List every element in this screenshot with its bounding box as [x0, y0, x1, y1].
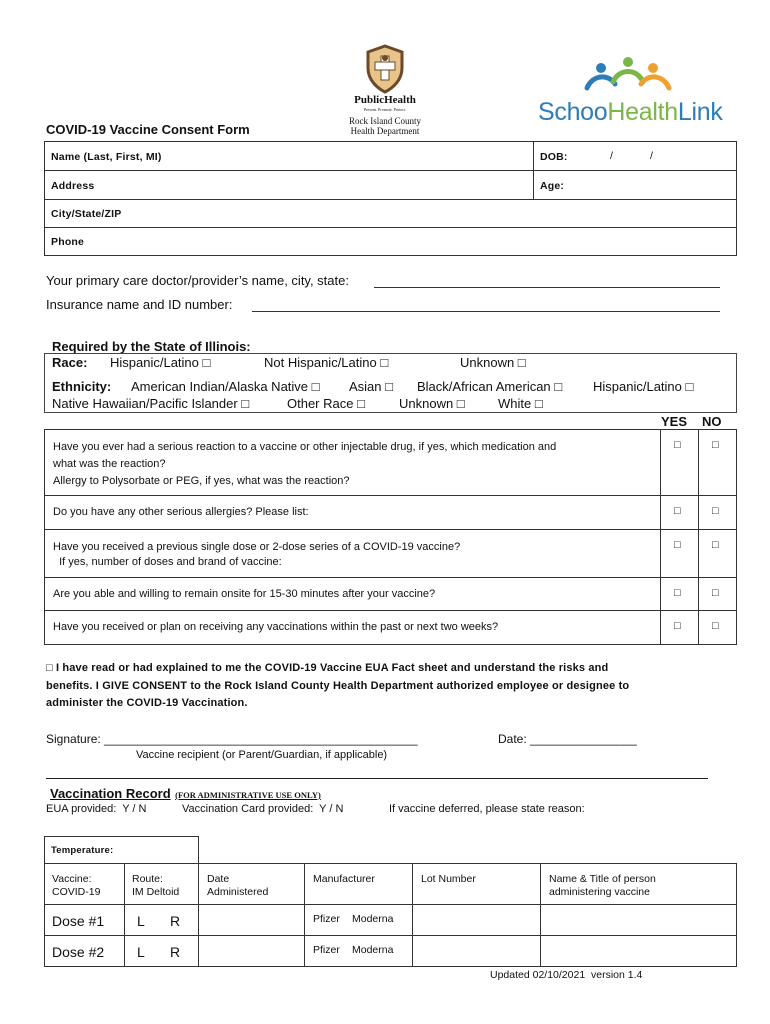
race-label: Race: — [52, 355, 88, 370]
col-name-header — [540, 863, 737, 905]
col-route-header — [124, 863, 199, 905]
question-text: Have you received or plan on receiving any vaccinations within the past or next two weeks? — [53, 621, 499, 633]
dose1-route-cell — [124, 904, 199, 936]
version-footer: Updated 02/10/2021 version 1.4 — [490, 969, 643, 981]
eth-other[interactable]: Other Race □ — [287, 396, 365, 411]
insurance-label: Insurance name and ID number: — [46, 297, 233, 312]
dose1-manufacturer-cell — [304, 904, 413, 936]
dob-sep1: / — [610, 150, 613, 162]
dose1-moderna-option[interactable]: Moderna — [352, 913, 394, 925]
question-row — [44, 429, 661, 496]
yes-header: YES — [661, 414, 688, 429]
question-text: Do you have any other serious allergies? Please list: — [53, 506, 309, 518]
dose2-moderna-option[interactable]: Moderna — [352, 944, 394, 956]
dose1-pfizer-option[interactable]: Pfizer — [313, 913, 340, 925]
dose2-label: Dose #2 — [52, 944, 105, 960]
col-date-line1: Date — [207, 873, 230, 885]
eth-asian[interactable]: Asian □ — [349, 379, 393, 394]
school-health-link-logo — [538, 54, 723, 134]
people-icon — [583, 54, 673, 99]
address-field[interactable] — [44, 170, 534, 200]
consent-line2: benefits. I GIVE CONSENT to the Rock Island County Health Department authorized employee or designee to — [46, 680, 630, 692]
deferred-reason[interactable]: If vaccine deferred, please state reason: — [389, 803, 585, 815]
temperature-field[interactable] — [44, 836, 199, 864]
checkbox-icon: □ — [674, 587, 681, 599]
col-name-line2: administering vaccine — [549, 886, 650, 898]
col-manufacturer-label: Manufacturer — [313, 873, 375, 885]
col-route-line2: IM Deltoid — [132, 886, 180, 898]
yes-checkbox[interactable] — [660, 610, 699, 645]
city-field[interactable] — [44, 199, 737, 228]
yes-checkbox[interactable] — [660, 529, 699, 578]
dose2-route-cell — [124, 935, 199, 967]
section-divider — [46, 778, 708, 779]
no-checkbox[interactable] — [698, 610, 737, 645]
dose1-label: Dose #1 — [52, 913, 105, 929]
checkbox-icon: □ — [712, 620, 719, 632]
record-admin-note: (FOR ADMINISTRATIVE USE ONLY) — [175, 790, 321, 800]
record-heading: Vaccination Record — [50, 786, 171, 801]
shl-logo-text — [538, 98, 723, 127]
dose2-name-cell[interactable] — [540, 935, 737, 967]
public-health-shield-icon — [365, 44, 405, 94]
dose1-left-option[interactable]: L — [137, 913, 145, 929]
no-checkbox[interactable] — [698, 529, 737, 578]
col-name-line1: Name & Title of person — [549, 873, 656, 885]
race-option-unknown[interactable]: Unknown □ — [460, 355, 526, 370]
col-vaccine-line2: COVID-19 — [52, 886, 101, 898]
dob-field[interactable] — [533, 141, 737, 171]
dose2-lot-cell[interactable] — [412, 935, 541, 967]
date-field[interactable]: Date: ________________ — [498, 732, 637, 746]
no-header: NO — [702, 414, 722, 429]
shl-logo-part2: Health — [607, 98, 678, 126]
state-heading: Required by the State of Illinois: — [52, 339, 251, 354]
question-text: Allergy to Polysorbate or PEG, if yes, what was the reaction? — [53, 475, 350, 487]
dose1-date-cell[interactable] — [198, 904, 305, 936]
checkbox-icon: □ — [712, 505, 719, 517]
question-text: Are you able and willing to remain onsite for 15-30 minutes after your vaccine? — [53, 588, 436, 600]
shl-logo-part3: Link — [677, 98, 723, 126]
checkbox-icon: □ — [712, 587, 719, 599]
checkbox-icon: □ — [712, 539, 719, 551]
question-row — [44, 495, 661, 530]
consent-line1[interactable]: □ I have read or had explained to me the COVID-19 Vaccine EUA Fact sheet and understand the risks and — [46, 662, 609, 674]
eth-white[interactable]: White □ — [498, 396, 543, 411]
age-field[interactable] — [533, 170, 737, 200]
col-date-line2: Administered — [207, 886, 269, 898]
eth-black[interactable]: Black/African American □ — [417, 379, 563, 394]
city-label: City/State/ZIP — [51, 208, 122, 220]
consent-line3: administer the COVID-19 Vaccination. — [46, 697, 248, 709]
yes-checkbox[interactable] — [660, 495, 699, 530]
ethnicity-label: Ethnicity: — [52, 379, 112, 394]
col-lot-header — [412, 863, 541, 905]
race-option-hispanic[interactable]: Hispanic/Latino □ — [110, 355, 211, 370]
dose2-manufacturer-cell — [304, 935, 413, 967]
question-row — [44, 577, 661, 611]
dose2-pfizer-option[interactable]: Pfizer — [313, 944, 340, 956]
address-label: Address — [51, 180, 95, 192]
ph-logo-tagline: Prevent. Promote. Protect. — [363, 107, 407, 112]
dose1-label-cell — [44, 904, 125, 936]
question-row — [44, 529, 661, 578]
phone-label: Phone — [51, 236, 85, 248]
eth-unknown[interactable]: Unknown □ — [399, 396, 465, 411]
col-manufacturer-header — [304, 863, 413, 905]
ph-logo-title: PublicHealth — [354, 94, 416, 106]
yes-checkbox[interactable] — [660, 429, 699, 496]
no-checkbox[interactable] — [698, 429, 737, 496]
dob-label: DOB: — [540, 151, 568, 163]
phone-field[interactable] — [44, 227, 737, 256]
dose2-right-option[interactable]: R — [170, 944, 181, 960]
shl-logo-part1: Schoo — [538, 98, 608, 126]
question-text: If yes, number of doses and brand of vaccine: — [53, 556, 282, 568]
checkbox-icon: □ — [712, 439, 719, 451]
ph-logo-line1: Rock Island County — [349, 116, 421, 126]
temperature-label: Temperature: — [51, 845, 114, 856]
public-health-logo — [335, 44, 435, 136]
col-route-line1: Route: — [132, 873, 163, 885]
question-text: Have you ever had a serious reaction to a vaccine or other injectable drug, if yes, which medication and — [53, 441, 557, 453]
eua-provided[interactable]: EUA provided: Y / N — [46, 803, 147, 815]
race-option-not-hispanic[interactable]: Not Hispanic/Latino □ — [264, 355, 389, 370]
col-vaccine-header — [44, 863, 125, 905]
name-field[interactable] — [44, 141, 534, 171]
dose2-left-option[interactable]: L — [137, 944, 145, 960]
doctor-input-line[interactable] — [374, 287, 720, 288]
form-title: COVID-19 Vaccine Consent Form — [46, 122, 250, 137]
dose1-right-option[interactable]: R — [170, 913, 181, 929]
signature-field[interactable]: Signature: _______________________________________________ — [46, 732, 418, 746]
no-checkbox[interactable] — [698, 577, 737, 611]
eth-native-hawaiian[interactable]: Native Hawaiian/Pacific Islander □ — [52, 396, 250, 411]
eth-american-indian[interactable]: American Indian/Alaska Native □ — [131, 379, 320, 394]
eth-hispanic[interactable]: Hispanic/Latino □ — [593, 379, 694, 394]
no-checkbox[interactable] — [698, 495, 737, 530]
record-heading-wrap — [50, 785, 321, 803]
doctor-label: Your primary care doctor/provider’s name, city, state: — [46, 273, 349, 288]
ph-logo-line2: Health Department — [350, 126, 420, 136]
question-text: Have you received a previous single dose or 2-dose series of a COVID-19 vaccine? — [53, 541, 461, 553]
col-date-header — [198, 863, 305, 905]
checkbox-icon: □ — [674, 505, 681, 517]
age-label: Age: — [540, 180, 565, 192]
dose2-label-cell — [44, 935, 125, 967]
question-text: what was the reaction? — [53, 458, 166, 470]
col-lot-label: Lot Number — [421, 873, 476, 885]
name-label: Name (Last, First, MI) — [51, 151, 162, 163]
signature-sub-label: Vaccine recipient (or Parent/Guardian, if applicable) — [136, 749, 388, 761]
question-row — [44, 610, 661, 645]
dose1-name-cell[interactable] — [540, 904, 737, 936]
insurance-input-line[interactable] — [252, 311, 720, 312]
col-vaccine-line1: Vaccine: — [52, 873, 92, 885]
dose2-date-cell[interactable] — [198, 935, 305, 967]
yes-checkbox[interactable] — [660, 577, 699, 611]
dose1-lot-cell[interactable] — [412, 904, 541, 936]
checkbox-icon: □ — [674, 439, 681, 451]
checkbox-icon: □ — [674, 539, 681, 551]
dob-sep2: / — [650, 150, 653, 162]
checkbox-icon: □ — [674, 620, 681, 632]
card-provided[interactable]: Vaccination Card provided: Y / N — [182, 803, 344, 815]
